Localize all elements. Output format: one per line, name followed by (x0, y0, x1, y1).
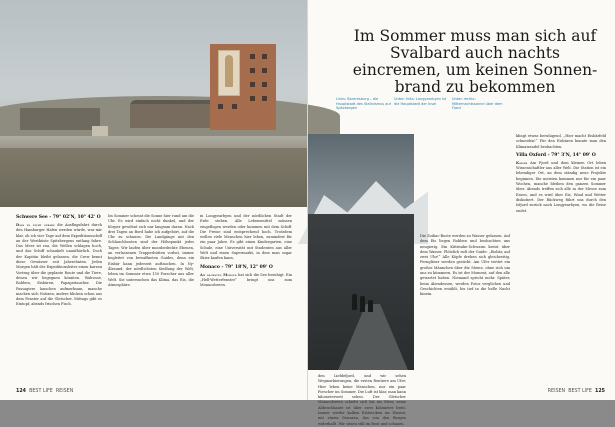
magazine-name: BEST LIFE (568, 389, 592, 394)
left-column-3 (200, 214, 292, 380)
barentsburg-photo (0, 0, 307, 207)
lead-in: Dass es nicht gerade (16, 223, 55, 227)
section-name: REISEN (55, 389, 74, 394)
spread-gutter (307, 0, 308, 400)
section-heading: Monaco - 79° 18'N, 12° 09' O (200, 264, 273, 270)
page-headline: Im Sommer muss man sich auf Svalbard auch nachts eincremen, um keinen Sonnen-brand zu bekommen (352, 27, 598, 96)
fjord-photo (308, 134, 414, 370)
article-text: hat sich die See beruhigt. Ein „Hell-Wetterfenster“ bringt uns zum Monacobreen. (200, 272, 293, 288)
left-column-1 (16, 212, 102, 380)
left-column-2 (108, 214, 194, 380)
section-heading: Schwere See - 79° 02'N, 10° 42' O (16, 215, 101, 220)
caption-2: Unten links: Longyearbyen ist die Hauptstadt der Insel (394, 97, 447, 106)
right-folio (548, 389, 605, 394)
right-column-3 (516, 134, 606, 380)
caption-1: Links: Barentsburg – die Hauptstadt des Stalinismus auf Spitzbergen (336, 97, 391, 111)
left-folio (16, 389, 73, 394)
article-text: die Ausflugsfahrt durch den Hamburger Hafen werden würde, war mir klar, ob ich vier Tage auf dem Expeditionsschiff an der Westküste Spitzbergens entlang fahre. Das Meer ist rau, die Wellen schlagen hoch, und das Schiff schaukelt unaufhörlich. Doch der Kapitän bleibt gelassen, die Crew kennt diese Gewässer seit Jahrzehnten. Jeden Morgen hält der Expeditionsleiter einen kurzen Vortrag über die geplante Route und die Tiere, denen wir begegnen könnten. Walrosse, Robben, Eisbären, Papageitaucher. Die Passagiere lauschen aufmerksam, manche machen sich Notizen, andere blicken schon aus dem Fenster auf die Gletscher. Mittags gibt es Eintopf, abends frischen Fisch. (16, 223, 102, 307)
caption-3: Unten rechts: Mitternachtssonne über dem Fjord (452, 97, 503, 111)
page-number: 125 (594, 389, 605, 394)
lead-in: Am nächsten Morgen (200, 272, 237, 277)
article-text: den Liefdefjord, und wir sehen Wegmarkierungen, die ersten Rentiere am Ufer. Hier leben keine Menschen, nur ein paar Forscher im Sommer. Die Luft ist klar, man kann kilometerweit sehen. Der Gletscher Monacobreen schiebt sich bis ins Meer, seine Abbruchkante ist über zwei Kilometer breit. Immer wieder kalben Eisbrocken ins Wasser, mit einem Donnern, das von den Bergen widerhallt. Wir sitzen still im Boot und schauen. (318, 374, 406, 426)
lenin-mural (218, 50, 240, 96)
lead-in: Kaiser (516, 160, 528, 165)
article-text: Im Sommer scheint die Sonne hier rund um die Uhr. Es wird einfach nicht dunkel, und der Körper gewöhnt sich nur langsam daran. Nach drei Tagen an Bord habe ich aufgehört, auf die Uhr zu schauen. Die Landgänge mit den Schlauchbooten sind der Höhepunkt jedes Tages: Wir laufen über moosbedeckte Ebenen, an verlassenen Trapperhütten vorbei, immer begleitet von bewaffneten Guides, denn ein Eisbär kann jederzeit auftauchen. In Ny-Ålesund, der nördlichsten Siedlung der Welt, leben im Sommer etwa 150 Forscher aus aller Welt. Sie untersuchen das Klima, das Eis, die Atmosphäre. (108, 214, 194, 287)
section-name: REISEN (547, 389, 566, 394)
article-text: Am Fjord und dem kleinen Ort leben Wissenschaftler aus aller Welt. Die Station ist ein lebendiger Ort, an dem ständig neue Projekte beginnen. Die meisten kommen nur für ein paar Wochen, manche bleiben den ganzen Sommer über. Abends treffen sich alle in der Messe zum Essen, und es wird über Eis, Wind und Wetter diskutiert. Der Rückweg führt uns durch den Isfjord zurück nach Longyearbyen, wo die Reise endet. (516, 160, 606, 213)
magazine-name: BEST LIFE (29, 389, 53, 394)
article-text: klingt etwas beruhigend, „Hier macht Eisbärfeld schneiden!“ Für den Eisbären konnte man den Klimawandel beobachten. (516, 134, 606, 149)
article-text: Die Zodiac-Boote werden zu Wasser gelassen. Auf dem Eis liegen Robben und beobachten uns neugierig. Ein Kittiwake-Schwarm kreist über dem Wasser. Plötzlich ruft der Guide: „Eisbär, auf zwei Uhr!“ Alle Köpfe drehen sich gleichzeitig, Ferngläser werden gezückt. Am Ufer trottet ein großes Männchen über die Steine, ohne sich um uns zu kümmern. Es ist der Moment, auf den alle gewartet haben. Niemand spricht mehr. Später, beim Abendessen, werden Fotos verglichen und Geschichten erzählt, bis tief in die helle Nacht hinein. (420, 234, 511, 297)
article-text: in Longyearbyen und der nördlichen Stadt der Erde stehen. Alle Lebensmittel müssen eingeflogen werden oder kommen mit dem Schiff. Die Preise sind entsprechend hoch. Trotzdem wollen viele Menschen hier leben, zumindest für ein paar Jahre. Es gibt einen Kindergarten, eine Schule, eine Universität mit Studenten aus aller Welt und einen Supermarkt, in dem man sogar Skier kaufen kann. (200, 214, 292, 261)
page-number: 124 (16, 389, 27, 394)
right-column-2 (420, 234, 510, 380)
section-heading: Villa Oxford - 79° 3'N, 14° 09' O (516, 152, 596, 158)
right-column-1 (318, 374, 406, 426)
